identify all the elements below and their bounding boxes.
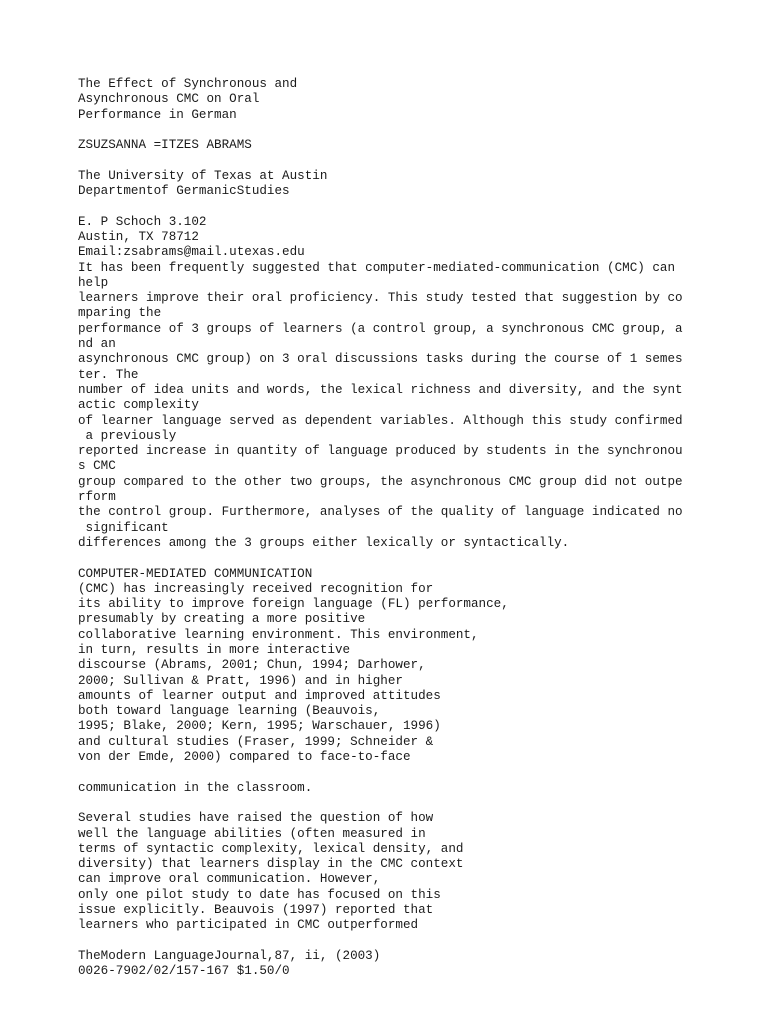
abstract-line: differences among the 3 groups either lexically or syntactically.	[78, 535, 570, 550]
affiliation-line: The University of Texas at Austin	[78, 168, 328, 183]
journal-footer	[78, 949, 758, 980]
body-line: Several studies have raised the question of how	[78, 811, 434, 826]
abstract-line: s CMC	[78, 459, 116, 474]
abstract-line: significant	[78, 520, 169, 535]
abstract-line: rform	[78, 490, 116, 505]
body-line: communication in the classroom.	[78, 780, 313, 795]
body-line: well the language abilities (often measured in	[78, 826, 426, 841]
abstract-line: asynchronous CMC group) on 3 oral discussions tasks during the course of 1 semes	[78, 352, 683, 367]
affiliation	[78, 169, 758, 200]
footer-line: TheModern LanguageJournal,87, ii, (2003)	[78, 948, 381, 963]
body-line: both toward language learning (Beauvois,	[78, 704, 381, 719]
body-line: discourse (Abrams, 2001; Chun, 1994; Darhower,	[78, 658, 426, 673]
body-line: can improve oral communication. However,	[78, 872, 381, 887]
abstract	[78, 261, 758, 552]
abstract-line: performance of 3 groups of learners (a control group, a synchronous CMC group, a	[78, 321, 683, 336]
email-line: Email:zsabrams@mail.utexas.edu	[78, 245, 305, 260]
title-line: Performance in German	[78, 107, 237, 122]
body-line: its ability to improve foreign language (FL) performance,	[78, 597, 509, 612]
address-line: Austin, TX 78712	[78, 229, 199, 244]
second-paragraph	[78, 811, 758, 933]
document-page	[78, 77, 758, 980]
body-line: amounts of learner output and improved attitudes	[78, 688, 441, 703]
address	[78, 215, 758, 261]
abstract-line: the control group. Furthermore, analyses of the quality of language indicated no	[78, 505, 683, 520]
body-line: (CMC) has increasingly received recognition for	[78, 581, 434, 596]
abstract-line: number of idea units and words, the lexical richness and diversity, and the synt	[78, 382, 683, 397]
abstract-line: ter. The	[78, 367, 139, 382]
abstract-line: actic complexity	[78, 398, 199, 413]
body-line: 2000; Sullivan & Pratt, 1996) and in higher	[78, 673, 403, 688]
abstract-line: nd an	[78, 337, 116, 352]
abstract-line: mparing the	[78, 306, 162, 321]
body-line: von der Emde, 2000) compared to face-to-face	[78, 750, 411, 765]
title-line: Asynchronous CMC on Oral	[78, 92, 260, 107]
body-line: only one pilot study to date has focused on this	[78, 887, 441, 902]
abstract-line: group compared to the other two groups, the asynchronous CMC group did not outpe	[78, 474, 683, 489]
body-line: 1995; Blake, 2000; Kern, 1995; Warschauer, 1996)	[78, 719, 441, 734]
address-line: E. P Schoch 3.102	[78, 214, 207, 229]
intro-paragraph	[78, 567, 758, 766]
abstract-line: help	[78, 275, 109, 290]
article-title	[78, 77, 758, 123]
author-name: ZSUZSANNA =ITZES ABRAMS	[78, 138, 252, 153]
abstract-line: of learner language served as dependent variables. Although this study confirmed	[78, 413, 683, 428]
body-line: learners who participated in CMC outperformed	[78, 918, 419, 933]
abstract-line: reported increase in quantity of language produced by students in the synchronou	[78, 444, 683, 459]
abstract-line: learners improve their oral proficiency. This study tested that suggestion by co	[78, 291, 683, 306]
body-line: in turn, results in more interactive	[78, 642, 351, 657]
body-line: COMPUTER-MEDIATED COMMUNICATION	[78, 566, 313, 581]
body-line: terms of syntactic complexity, lexical density, and	[78, 841, 464, 856]
affiliation-line: Departmentof GermanicStudies	[78, 184, 290, 199]
footer-line: 0026-7902/02/157-167 $1.50/0	[78, 964, 290, 979]
abstract-line: a previously	[78, 428, 177, 443]
body-line: diversity) that learners display in the CMC context	[78, 857, 464, 872]
body-line: and cultural studies (Fraser, 1999; Schneider &	[78, 734, 434, 749]
abstract-line: It has been frequently suggested that computer-mediated-communication (CMC) can	[78, 260, 676, 275]
body-line: presumably by creating a more positive	[78, 612, 366, 627]
body-line: collaborative learning environment. This environment,	[78, 627, 479, 642]
title-line: The Effect of Synchronous and	[78, 77, 298, 91]
body-line: issue explicitly. Beauvois (1997) reported that	[78, 903, 434, 918]
